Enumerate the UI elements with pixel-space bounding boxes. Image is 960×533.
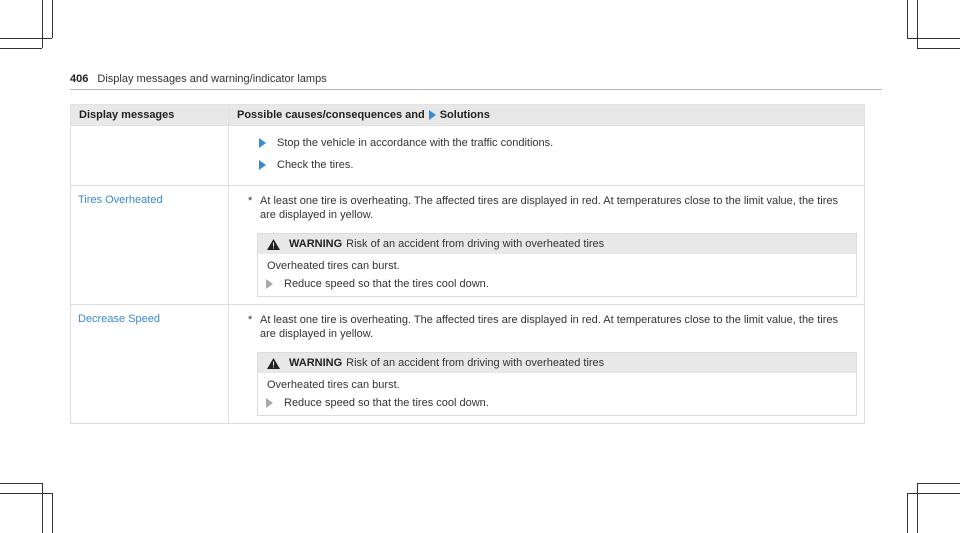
warning-box (257, 352, 857, 416)
message-cell (71, 305, 229, 424)
solution-step: Stop the vehicle in accordance with the traffic conditions. (229, 132, 864, 154)
page-header (70, 73, 882, 93)
crop-mark (907, 0, 908, 38)
arrow-right-icon (266, 398, 273, 408)
crop-mark (917, 483, 960, 484)
solution-cell (229, 305, 865, 424)
crop-mark (42, 483, 43, 533)
crop-mark (907, 493, 908, 533)
footnote-star: * (248, 195, 253, 207)
warning-header (258, 234, 856, 254)
page-title: Display messages and warning/indicator lamps (97, 73, 327, 85)
cause-text: * At least one tire is overheating. The affected tires are displayed in red. At temperatures close to the limit value, the tires are displayed in yellow. (248, 195, 839, 221)
crop-mark (52, 493, 53, 533)
crop-mark (917, 483, 918, 533)
warning-body: Overheated tires can burst. (267, 379, 400, 391)
warning-triangle-icon (267, 358, 280, 369)
solution-step: Check the tires. (229, 154, 864, 176)
warning-triangle-icon (267, 239, 280, 250)
solution-cell (229, 186, 865, 305)
crop-mark (917, 0, 918, 48)
crop-mark (0, 48, 42, 49)
arrow-right-icon (259, 160, 266, 170)
column-header-causes (229, 105, 865, 126)
warning-header (258, 353, 856, 373)
message-cell (71, 186, 229, 305)
table-header-row (71, 105, 865, 126)
crop-mark (42, 0, 43, 48)
column-header-messages: Display messages (71, 105, 229, 126)
column-header-causes-label: Possible causes/consequences and (237, 109, 425, 121)
footnote-star: * (248, 314, 253, 326)
column-header-solutions-label: Solutions (439, 109, 490, 121)
crop-mark (0, 493, 52, 494)
cause-text: * At least one tire is overheating. The affected tires are displayed in red. At temperatures close to the limit value, the tires are displayed in yellow. (248, 314, 839, 340)
table-row (71, 186, 865, 305)
warning-label: WARNING (289, 357, 343, 369)
crop-mark (0, 483, 42, 484)
crop-mark (917, 48, 960, 49)
message-name: Decrease Speed (78, 313, 160, 325)
warning-step: Reduce speed so that the tires cool down. (258, 391, 856, 415)
display-messages-table (70, 104, 865, 424)
table-row (71, 305, 865, 424)
page-number: 406 (70, 73, 89, 85)
crop-mark (0, 38, 52, 39)
arrow-right-icon (259, 138, 266, 148)
table-row (71, 126, 865, 186)
crop-mark (907, 493, 960, 494)
warning-box (257, 233, 857, 297)
warning-label: WARNING (289, 238, 343, 250)
message-name: Tires Overheated (78, 194, 163, 206)
header-divider (70, 89, 882, 90)
message-cell (71, 126, 229, 186)
arrow-right-icon (266, 279, 273, 289)
warning-step: Reduce speed so that the tires cool down. (258, 272, 856, 296)
crop-mark (907, 38, 960, 39)
warning-body: Overheated tires can burst. (267, 260, 400, 272)
warning-text: Risk of an accident from driving with overheated tires (346, 238, 605, 250)
crop-mark (52, 0, 53, 38)
warning-text: Risk of an accident from driving with overheated tires (346, 357, 605, 369)
solution-cell (229, 126, 865, 186)
arrow-right-icon (429, 110, 436, 120)
